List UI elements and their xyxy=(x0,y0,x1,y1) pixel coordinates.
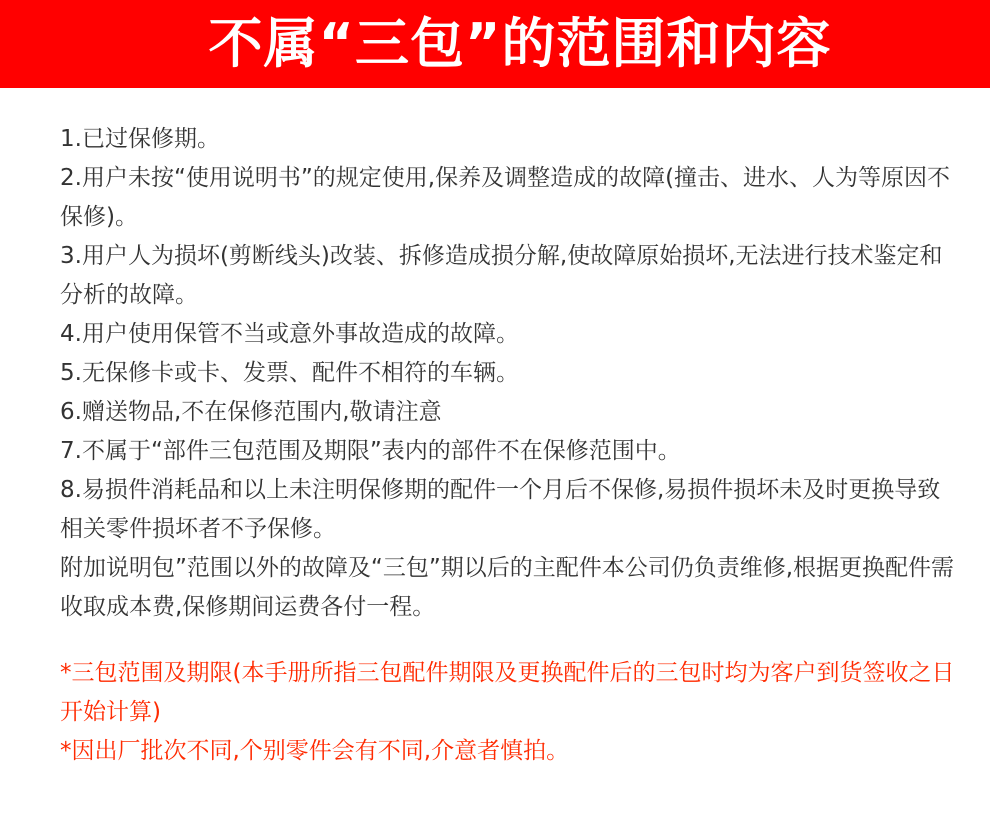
list-item: 1.已过保修期。 xyxy=(60,126,220,152)
list-item: 5.无保修卡或卡、发票、配件不相符的车辆。 xyxy=(60,360,519,386)
exclusion-list xyxy=(60,120,960,627)
list-item: 6.赠送物品,不在保修范围内,敬请注意 xyxy=(60,399,442,425)
page-title: 不属“三包”的范围和内容 xyxy=(208,12,832,75)
list-item: 4.用户使用保管不当或意外事故造成的故障。 xyxy=(60,321,519,347)
footnotes xyxy=(60,654,960,771)
footnote: *因出厂批次不同,个别零件会有不同,介意者慎拍。 xyxy=(60,738,570,764)
footnote: *三包范围及期限(本手册所指三包配件期限及更换配件后的三包时均为客户到货签收之日开始计算) xyxy=(60,660,955,725)
list-item: 3.用户人为损坏(剪断线头)改装、拆修造成损分解,使故障原始损坏,无法进行技术鉴定和分析的故障。 xyxy=(60,243,943,308)
title-banner xyxy=(0,0,990,88)
list-item: 7.不属于“部件三包范围及期限”表内的部件不在保修范围中。 xyxy=(60,438,681,464)
list-item: 8.易损件消耗品和以上未注明保修期的配件一个月后不保修,易损件损坏未及时更换导致相关零件损坏者不予保修。 xyxy=(60,477,941,542)
list-item: 2.用户未按“使用说明书”的规定使用,保养及调整造成的故障(撞击、进水、人为等原因不保修)。 xyxy=(60,165,951,230)
additional-note: 附加说明包”范围以外的故障及“三包”期以后的主配件本公司仍负责维修,根据更换配件需收取成本费,保修期间运费各付一程。 xyxy=(60,555,955,620)
